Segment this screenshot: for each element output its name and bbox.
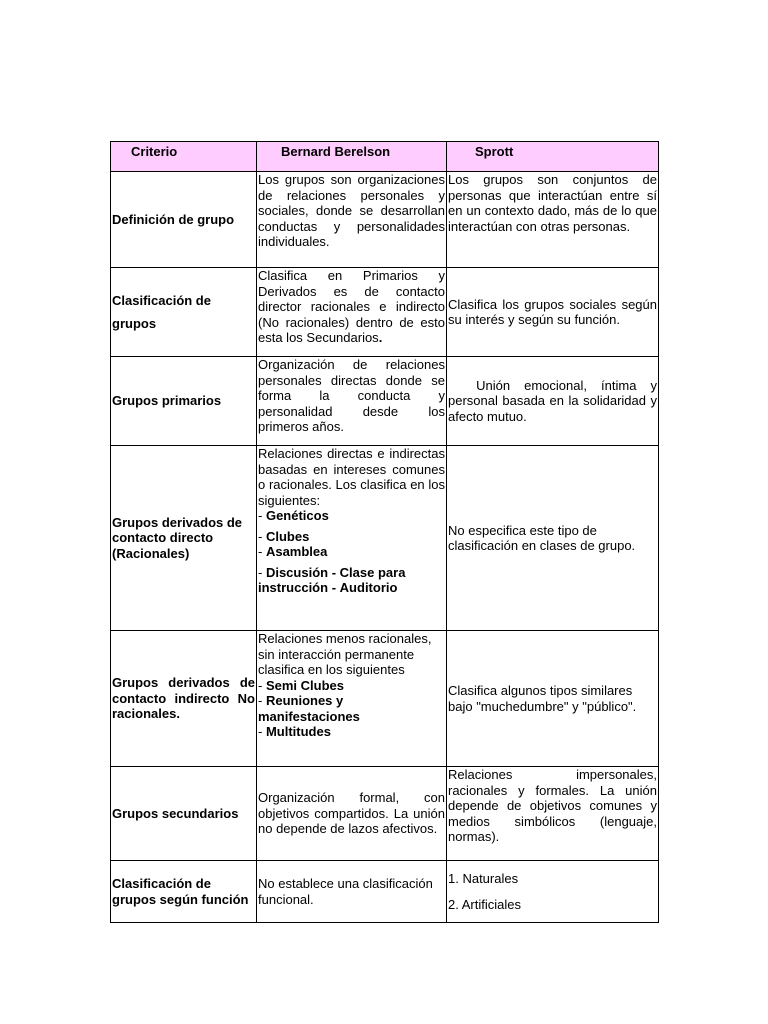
sprott-cell: Clasifica algunos tipos similares bajo "muchedumbre" y "público".	[447, 631, 659, 767]
comparison-table	[110, 141, 659, 923]
header-berelson: Bernard Berelson	[257, 142, 447, 172]
table-row	[111, 631, 659, 767]
table-row	[111, 767, 659, 861]
table-row	[111, 172, 659, 268]
berelson-cell	[257, 268, 447, 357]
header-sprott: Sprott	[447, 142, 659, 172]
sprott-cell	[447, 861, 659, 923]
criterion-cell: Grupos derivados de contacto indirecto No racionales.	[111, 631, 257, 767]
berelson-cell	[257, 446, 447, 631]
header-row	[111, 142, 659, 172]
berelson-cell: Organización de relaciones personales directas donde se forma la conducta y personalidad desde los primeros años.	[257, 357, 447, 446]
sprott-cell: Los grupos son conjuntos de personas que interactúan entre sí en un contexto dado, más de lo que interactúan con otras personas.	[447, 172, 659, 268]
list-item: - Semi Clubes	[258, 677, 344, 693]
criterion-cell: Grupos derivados de contacto directo (Racionales)	[111, 446, 257, 631]
list-item: 2. Artificiales	[448, 897, 521, 912]
criterion-cell	[111, 268, 257, 357]
criterion-cell: Clasificación de grupos según función	[111, 861, 257, 923]
berelson-intro: Relaciones directas e indirectas basadas en intereses comunes o racionales. Los clasifica en los siguientes:	[258, 446, 445, 508]
list-item: - Reuniones y manifestaciones	[258, 693, 360, 724]
berelson-intro: Relaciones menos racionales, sin interacción permanente clasifica en los siguientes	[258, 631, 432, 677]
berelson-cell: Los grupos son organizaciones de relaciones personales y sociales, donde se desarrollan conductas y personalidades individuales.	[257, 172, 447, 268]
criterion-cell: Grupos primarios	[111, 357, 257, 446]
table-row	[111, 446, 659, 631]
berelson-cell: No establece una clasificación funcional.	[257, 861, 447, 923]
table-row	[111, 861, 659, 923]
berelson-text-end: .	[378, 330, 383, 345]
list-item: - Genéticos	[258, 508, 329, 523]
list-item: - Discusión - Clase para instrucción - Auditorio	[258, 564, 406, 595]
header-criterio: Criterio	[111, 142, 257, 172]
berelson-text: Clasifica en Primarios y Derivados es de contacto director racionales e indirecto (No racionales) dentro de esto esta los Secundarios	[258, 268, 445, 345]
sprott-cell: Relaciones impersonales, racionales y formales. La unión depende de objetivos comunes y medios simbólicos (lenguaje, normas).	[447, 767, 659, 861]
criterion-line2: grupos	[112, 316, 157, 331]
criterion-cell: Grupos secundarios	[111, 767, 257, 861]
sprott-cell: Unión emocional, íntima y personal basada en la solidaridad y afecto mutuo.	[447, 357, 659, 446]
table-row	[111, 357, 659, 446]
criterion-cell: Definición de grupo	[111, 172, 257, 268]
berelson-cell	[257, 631, 447, 767]
sprott-cell: No especifica este tipo de clasificación en clases de grupo.	[447, 446, 659, 631]
list-item: - Multitudes	[258, 724, 331, 739]
criterion-line1: Clasificación de	[112, 292, 211, 308]
list-item: 1. Naturales	[448, 870, 519, 886]
list-item: - Clubes	[258, 528, 310, 544]
table-row	[111, 268, 659, 357]
list-item: - Asamblea	[258, 544, 328, 559]
sprott-cell: Clasifica los grupos sociales según su interés y según su función.	[447, 268, 659, 357]
berelson-cell: Organización formal, con objetivos compartidos. La unión no depende de lazos afectivos.	[257, 767, 447, 861]
